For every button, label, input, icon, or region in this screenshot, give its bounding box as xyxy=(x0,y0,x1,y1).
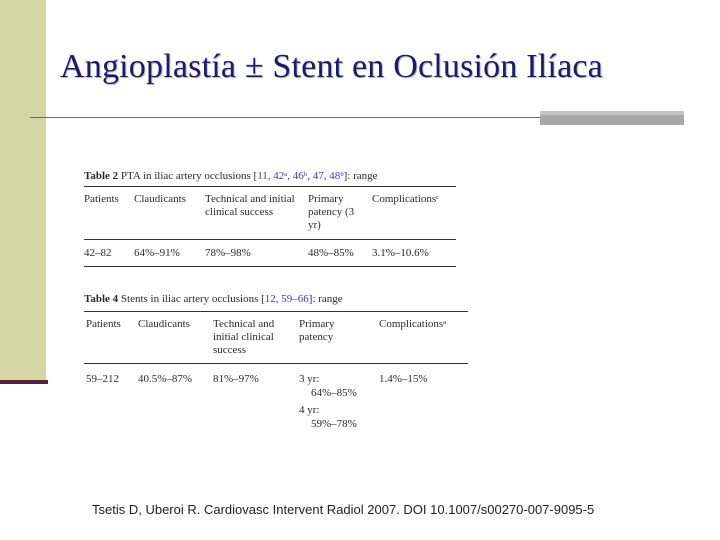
table-4-cell-patency-4yr: 59%–78% xyxy=(311,418,357,430)
slide-title: Angioplastía ± Stent en Oclusión Ilíaca xyxy=(60,48,603,85)
table-4-header-patency: Primary patency xyxy=(299,318,335,343)
table-2-top-rule xyxy=(84,186,456,187)
table-4-cell-patency-3yr: 64%–85% xyxy=(311,387,357,399)
table-2-cell-claudicants: 64%–91% xyxy=(134,247,180,259)
table-2-caption xyxy=(84,170,378,182)
table-4-refs-close: ]: range xyxy=(308,293,343,305)
left-accent-bar-edge xyxy=(0,380,48,384)
table-4-header-rule xyxy=(84,363,468,364)
table-2-cell-patients: 42–82 xyxy=(84,247,112,259)
table-4-cell-claudicants: 40.5%–87% xyxy=(138,373,193,385)
table-4-caption xyxy=(84,293,343,305)
table-4-cell-patency-4yr-label: 4 yr: xyxy=(299,404,320,416)
table-4-refs: 12, 59–66 xyxy=(264,293,309,305)
table-2-header-patients: Patients xyxy=(84,193,119,205)
table-4-header-patients: Patients xyxy=(86,318,121,330)
table-4-header-complications: Complicationsᵃ xyxy=(379,318,447,330)
table-4 xyxy=(84,293,468,433)
table-4-refs-open: [ xyxy=(261,293,265,305)
table-2-header-complications: Complicationsᶜ xyxy=(372,193,439,205)
table-2-header-rule xyxy=(84,239,456,240)
table-2-cell-complications: 3.1%–10.6% xyxy=(372,247,429,259)
table-4-header-success: Technical and initial clinical success xyxy=(213,318,275,356)
title-underline xyxy=(30,117,540,118)
citation: Tsetis D, Uberoi R. Cardiovasc Intervent Radiol 2007. DOI 10.1007/s00270-007-9095-5 xyxy=(92,502,595,517)
title-underline-bar-highlight xyxy=(540,111,684,115)
table-2 xyxy=(84,168,456,268)
table-2-caption-text: PTA in iliac artery occlusions xyxy=(120,170,251,182)
table-2-label: Table 2 xyxy=(84,170,119,182)
table-4-header-claudicants: Claudicants xyxy=(138,318,190,330)
table-2-refs-open: [ xyxy=(253,170,258,182)
table-2-header-claudicants: Claudicants xyxy=(134,193,186,205)
table-2-refs-close: ]: range xyxy=(343,170,378,182)
table-4-cell-patency-3yr-label: 3 yr: xyxy=(299,373,320,385)
table-2-header-patency: Primary patency (3 yr) xyxy=(308,193,355,231)
table-4-label: Table 4 xyxy=(84,293,119,305)
table-4-caption-text: Stents in iliac artery occlusions xyxy=(120,293,259,305)
table-4-cell-complications: 1.4%–15% xyxy=(379,373,428,385)
table-2-cell-patency: 48%–85% xyxy=(308,247,354,259)
table-2-cell-success: 78%–98% xyxy=(205,247,251,259)
table-4-top-rule xyxy=(84,311,468,312)
table-2-refs: 11, 42ᵃ, 46ᵇ, 47, 48ᵇ xyxy=(257,170,344,182)
table-4-cell-patients: 59–212 xyxy=(86,373,119,385)
table-2-bottom-rule xyxy=(84,266,456,267)
table-4-cell-success: 81%–97% xyxy=(213,373,259,385)
table-2-header-success: Technical and initial clinical success xyxy=(205,193,295,218)
left-accent-bar xyxy=(0,0,46,382)
